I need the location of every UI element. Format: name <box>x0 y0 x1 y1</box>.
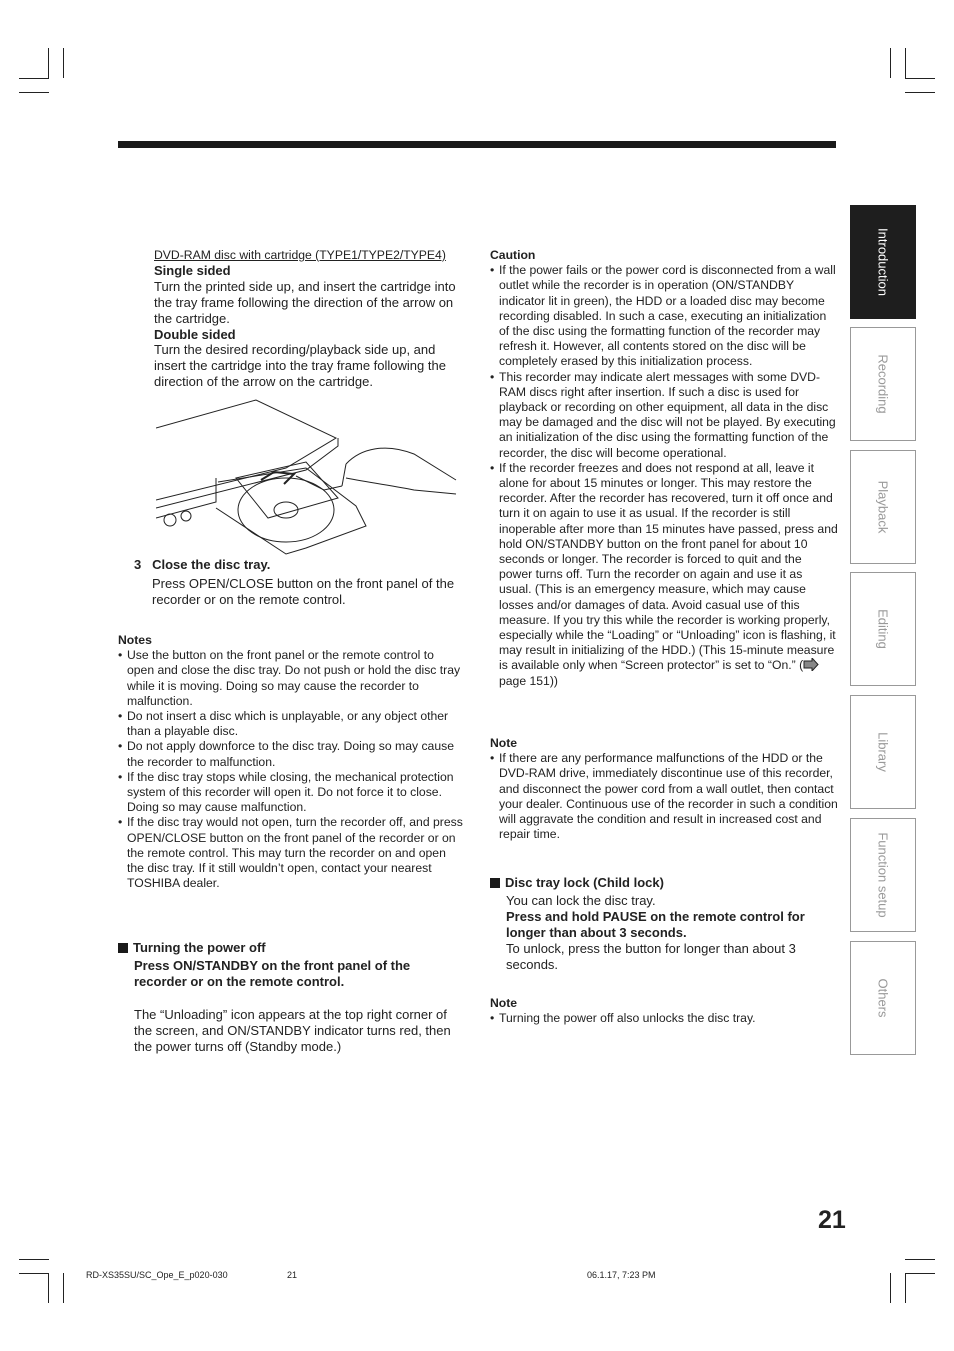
note-item: • If there are any performance malfunctions of the HDD or the DVD-RAM drive, immediately discontinue use of this recorder, and disconnect the power cord from a wall outlet, then contact your dealer. Continuous use of the recorder in such a condition will aggravate the condition and result in increased cost and repair time. <box>490 751 838 842</box>
single-sided-text: Turn the printed side up, and insert the cartridge into the tray frame following the direction of the arrow on the cartridge. <box>154 278 456 326</box>
tab-label: Playback <box>875 480 891 534</box>
tab-label: Introduction <box>875 228 891 296</box>
crop-mark <box>905 1273 906 1303</box>
caution-item: • If the power fails or the power cord is disconnected from a wall outlet while the recorder is in operation (ON/STANDBY indicator lit in green), the HDD or a loaded disc may become recording disabled. In such a case, executing an initialization of the disc using the formatting function of the recorder may refresh it. However, all contents stored on the disc will be completely erased by this initialization process. <box>490 263 838 369</box>
crop-mark <box>48 48 49 78</box>
notes-section <box>118 633 464 891</box>
crop-mark <box>63 1273 64 1303</box>
note-item: • If the disc tray would not open, turn the recorder off, and press OPEN/CLOSE button on the front panel of the recorder or on the remote control. This may turn the recorder on and open the disc tray. If it still wouldn’t open, contact your nearest TOSHIBA dealer. <box>118 815 464 891</box>
power-off-section <box>118 940 466 1055</box>
double-sided-heading: Double sided <box>154 326 236 342</box>
note2-section <box>490 996 838 1026</box>
power-text: The “Unloading” icon appears at the top right corner of the screen, and ON/STANDBY indicator turns red, then the power turns off (Standby mode.) <box>134 1007 451 1055</box>
crop-mark <box>905 78 935 79</box>
tab-others[interactable] <box>850 941 916 1055</box>
tab-function-setup[interactable] <box>850 818 916 932</box>
crop-mark <box>48 1273 49 1303</box>
tab-label: Library <box>875 732 891 772</box>
tab-recording[interactable] <box>850 327 916 441</box>
crop-mark <box>63 48 64 78</box>
step-text: Press OPEN/CLOSE button on the front panel of the recorder or on the remote control. <box>152 576 455 608</box>
lock-instruction: Press and hold PAUSE on the remote control for longer than about 3 seconds. <box>506 909 805 941</box>
note-item: • Do not insert a disc which is unplayable, or any object other than a playable disc. <box>118 709 464 739</box>
power-heading: Turning the power off <box>118 940 466 955</box>
tab-introduction[interactable] <box>850 205 916 319</box>
disc-tray-illustration <box>156 398 464 556</box>
tab-editing[interactable] <box>850 572 916 686</box>
note-title: Note <box>490 736 518 750</box>
child-lock-section <box>490 875 830 973</box>
step-3 <box>134 557 464 608</box>
footer-date: 06.1.17, 7:23 PM <box>587 1270 656 1280</box>
caution-item: • This recorder may indicate alert messages with some DVD-RAM discs right after insertion. If such a disc is used for playback or recording on other equipment, all data in the disc may be damaged and the disc will not be played. By executing an initialization of the disc using the formatting function of the recorder, the disc will become operational. <box>490 370 838 461</box>
tab-label: Others <box>875 978 891 1018</box>
header-rule <box>118 141 836 148</box>
tab-playback[interactable] <box>850 450 916 564</box>
note-item: • Use the button on the front panel or the remote control to open and close the disc tray. Do not push or hold the disc tray while it is moving. Doing so may cause the recorder to malfunction. <box>118 648 464 709</box>
single-sided-heading: Single sided <box>154 263 231 279</box>
footer-file: RD-XS35SU/SC_Ope_E_p020-030 <box>86 1270 228 1280</box>
square-bullet-icon <box>490 878 500 888</box>
square-bullet-icon <box>118 943 128 953</box>
crop-mark <box>905 92 935 93</box>
tab-label: Function setup <box>875 832 891 918</box>
crop-mark <box>19 1259 49 1260</box>
note2-title: Note <box>490 996 518 1010</box>
tab-label: Recording <box>875 354 891 414</box>
page-reference-arrow-icon <box>803 658 819 671</box>
crop-mark <box>890 48 891 78</box>
step-number: 3 <box>134 557 142 572</box>
tab-library[interactable] <box>850 695 916 809</box>
page-number: 21 <box>818 1206 846 1234</box>
crop-mark <box>19 92 49 93</box>
crop-mark <box>890 1273 891 1303</box>
note-item: • If the disc tray stops while closing, the mechanical protection system of this recorder will open it. Do not force it to close. Doing so may cause malfunction. <box>118 770 464 816</box>
caution-section <box>490 248 838 689</box>
caution-title: Caution <box>490 248 536 262</box>
crop-mark <box>19 1273 49 1274</box>
note-item: • Do not apply downforce to the disc tray. Doing so may cause the recorder to malfunction. <box>118 739 464 769</box>
crop-mark <box>905 48 906 78</box>
note2-item: • Turning the power off also unlocks the disc tray. <box>490 1011 838 1026</box>
unlock-text: To unlock, press the button for longer than about 3 seconds. <box>506 941 796 973</box>
note-section <box>490 736 838 842</box>
cartridge-section <box>154 248 466 390</box>
footer-page: 21 <box>287 1270 298 1280</box>
step-title: Close the disc tray. <box>152 557 271 572</box>
lock-heading: Disc tray lock (Child lock) <box>490 875 830 890</box>
caution-item: • If the recorder freezes and does not respond at all, leave it alone for about 15 minutes or longer. This may restore the recorder. After the recorder has recovered, turn it off once and turn it on again to use it as usual. If the recorder is still inoperable after more than 15 minutes have passed, press and hold ON/STANDBY button on the front panel for about 10 seconds or longer. The recorder is forced to quit and the power turns off. Turn the recorder on again and use it as usual. (This is an emergency measure, which may cause losses and/or damages of data. Avoid casual use of this measure. If you try this while the recorder is working properly, especially while the “Loading” or “Unloading” icon is flashing, it may result in initializing of the HDD.) (This 15-minute measure is available only when “Screen protector” is set to “On.” ( page 151)) <box>490 461 838 689</box>
crop-mark <box>19 78 49 79</box>
crop-mark <box>905 1273 935 1274</box>
tab-label: Editing <box>875 609 891 649</box>
lock-text: You can lock the disc tray. <box>506 893 656 909</box>
crop-mark <box>905 1259 935 1260</box>
double-sided-text: Turn the desired recording/playback side up, and insert the cartridge into the tray frame following the direction of the arrow on the cartridge. <box>154 341 446 389</box>
cartridge-heading: DVD-RAM disc with cartridge (TYPE1/TYPE2/TYPE4) <box>154 248 446 262</box>
power-instruction: Press ON/STANDBY on the front panel of the recorder or on the remote control. <box>134 958 411 990</box>
notes-title: Notes <box>118 633 152 647</box>
